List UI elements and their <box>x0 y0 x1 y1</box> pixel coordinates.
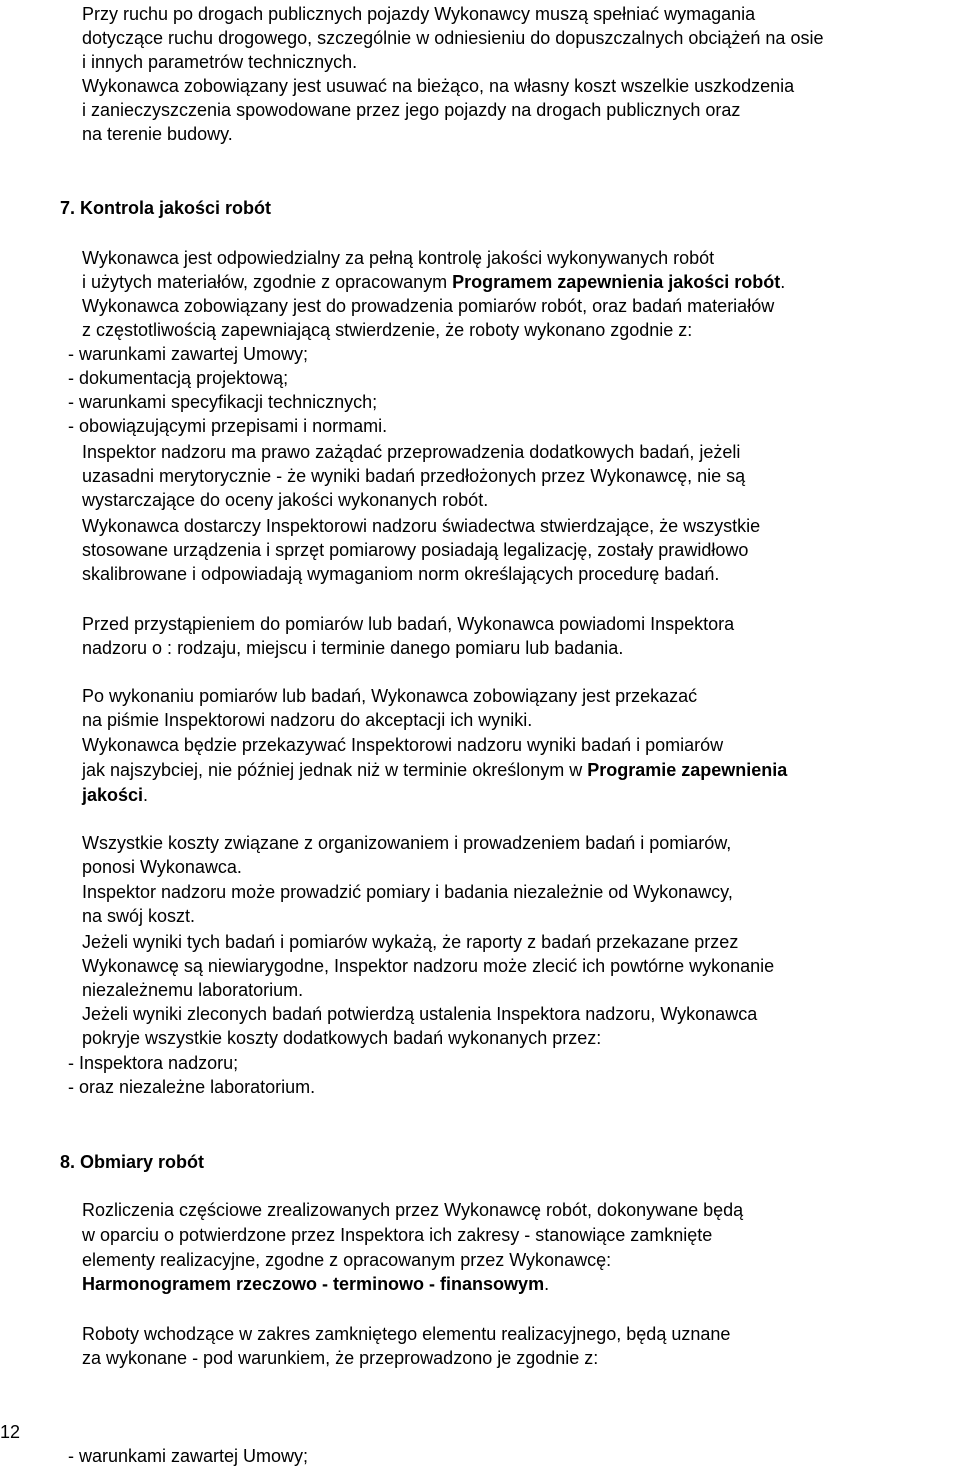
text-line: i zanieczyszczenia spowodowane przez jego pojazdy na drogach publicznych oraz <box>82 100 741 120</box>
bold-term: Harmonogramem rzeczowo - terminowo - finansowym <box>82 1274 545 1294</box>
bold-term: Programie zapewnienia <box>587 760 788 780</box>
text-line: jak najszybciej, nie później jednak niż w terminie określonym w Programie zapewnienia <box>82 760 788 780</box>
text-line: stosowane urządzenia i sprzęt pomiarowy posiadają legalizację, zostały prawidłowo <box>82 540 749 560</box>
section-heading: 8. Obmiary robót <box>60 1152 205 1172</box>
text-line: Inspektor nadzoru ma prawo zażądać przeprowadzenia dodatkowych badań, jeżeli <box>82 442 741 462</box>
bold-term: jakości <box>82 785 144 805</box>
text-line: w oparciu o potwierdzone przez Inspektora ich zakresy - stanowiące zamknięte <box>82 1225 713 1245</box>
section-heading: 7. Kontrola jakości robót <box>60 198 272 218</box>
text-line: dotyczące ruchu drogowego, szczególnie w odniesieniu do dopuszczalnych obciążeń na osie <box>82 28 824 48</box>
bold-term: Programem zapewnienia jakości robót <box>452 272 781 292</box>
text-line: elementy realizacyjne, zgodne z opracowanym przez Wykonawcę: <box>82 1250 612 1270</box>
text-line: pokryje wszystkie koszty dodatkowych badań wykonanych przez: <box>82 1028 602 1048</box>
text-line: uzasadni merytorycznie - że wyniki badań przedłożonych przez Wykonawcę, nie są <box>82 466 746 486</box>
text-line: Wykonawcę są niewiarygodne, Inspektor nadzoru może zlecić ich powtórne wykonanie <box>82 956 775 976</box>
text-line: Roboty wchodzące w zakres zamkniętego elementu realizacyjnego, będą uznane <box>82 1324 731 1344</box>
text-line: Wykonawca będzie przekazywać Inspektorowi nadzoru wyniki badań i pomiarów <box>82 735 724 755</box>
list-item: - warunkami zawartej Umowy; <box>68 344 309 364</box>
text-line: na piśmie Inspektorowi nadzoru do akceptacji ich wyniki. <box>82 710 533 730</box>
text-line: Wykonawca dostarczy Inspektorowi nadzoru świadectwa stwierdzające, że wszystkie <box>82 516 761 536</box>
text-line: Wykonawca zobowiązany jest do prowadzenia pomiarów robót, oraz badań materiałów <box>82 296 775 316</box>
text-line: nadzoru o : rodzaju, miejscu i terminie danego pomiaru lub badania. <box>82 638 624 658</box>
text-line: skalibrowane i odpowiadają wymaganiom norm określających procedurę badań. <box>82 564 720 584</box>
page-number: 12 <box>0 1422 21 1442</box>
list-item: - obowiązującymi przepisami i normami. <box>68 416 388 436</box>
text-line: Harmonogramem rzeczowo - terminowo - finansowym. <box>82 1274 550 1294</box>
text-line: Jeżeli wyniki tych badań i pomiarów wykażą, że raporty z badań przekazane przez <box>82 932 739 952</box>
text-line: i innych parametrów technicznych. <box>82 52 358 72</box>
text-line: Po wykonaniu pomiarów lub badań, Wykonawca zobowiązany jest przekazać <box>82 686 698 706</box>
list-item: - dokumentacją projektową; <box>68 368 289 388</box>
text-line: Jeżeli wyniki zleconych badań potwierdzą ustalenia Inspektora nadzoru, Wykonawca <box>82 1004 758 1024</box>
text-line: na terenie budowy. <box>82 124 233 144</box>
text-line: Przed przystąpieniem do pomiarów lub badań, Wykonawca powiadomi Inspektora <box>82 614 735 634</box>
text-line: ponosi Wykonawca. <box>82 857 242 877</box>
list-item: - oraz niezależne laboratorium. <box>68 1077 316 1097</box>
text-line: Inspektor nadzoru może prowadzić pomiary i badania niezależnie od Wykonawcy, <box>82 882 733 902</box>
text-line: Wykonawca zobowiązany jest usuwać na bieżąco, na własny koszt wszelkie uszkodzenia <box>82 76 795 96</box>
text-line: Rozliczenia częściowe zrealizowanych przez Wykonawcę robót, dokonywane będą <box>82 1200 744 1220</box>
list-item: - warunkami zawartej Umowy; <box>68 1446 309 1466</box>
text-line: Przy ruchu po drogach publicznych pojazdy Wykonawcy muszą spełniać wymagania <box>82 4 756 24</box>
list-item: - warunkami specyfikacji technicznych; <box>68 392 378 412</box>
text-line: Wszystkie koszty związane z organizowaniem i prowadzeniem badań i pomiarów, <box>82 833 732 853</box>
text-line: jakości. <box>82 785 149 805</box>
text-line: niezależnemu laboratorium. <box>82 980 304 1000</box>
text-line: za wykonane - pod warunkiem, że przeprowadzono je zgodnie z: <box>82 1348 599 1368</box>
text-line: na swój koszt. <box>82 906 196 926</box>
text-line: Wykonawca jest odpowiedzialny za pełną kontrolę jakości wykonywanych robót <box>82 248 715 268</box>
text-line: wystarczające do oceny jakości wykonanych robót. <box>82 490 489 510</box>
text-line: i użytych materiałów, zgodnie z opracowanym Programem zapewnienia jakości robót. <box>82 272 786 292</box>
text-line: z częstotliwością zapewniającą stwierdzenie, że roboty wykonano zgodnie z: <box>82 320 693 340</box>
list-item: - Inspektora nadzoru; <box>68 1053 239 1073</box>
